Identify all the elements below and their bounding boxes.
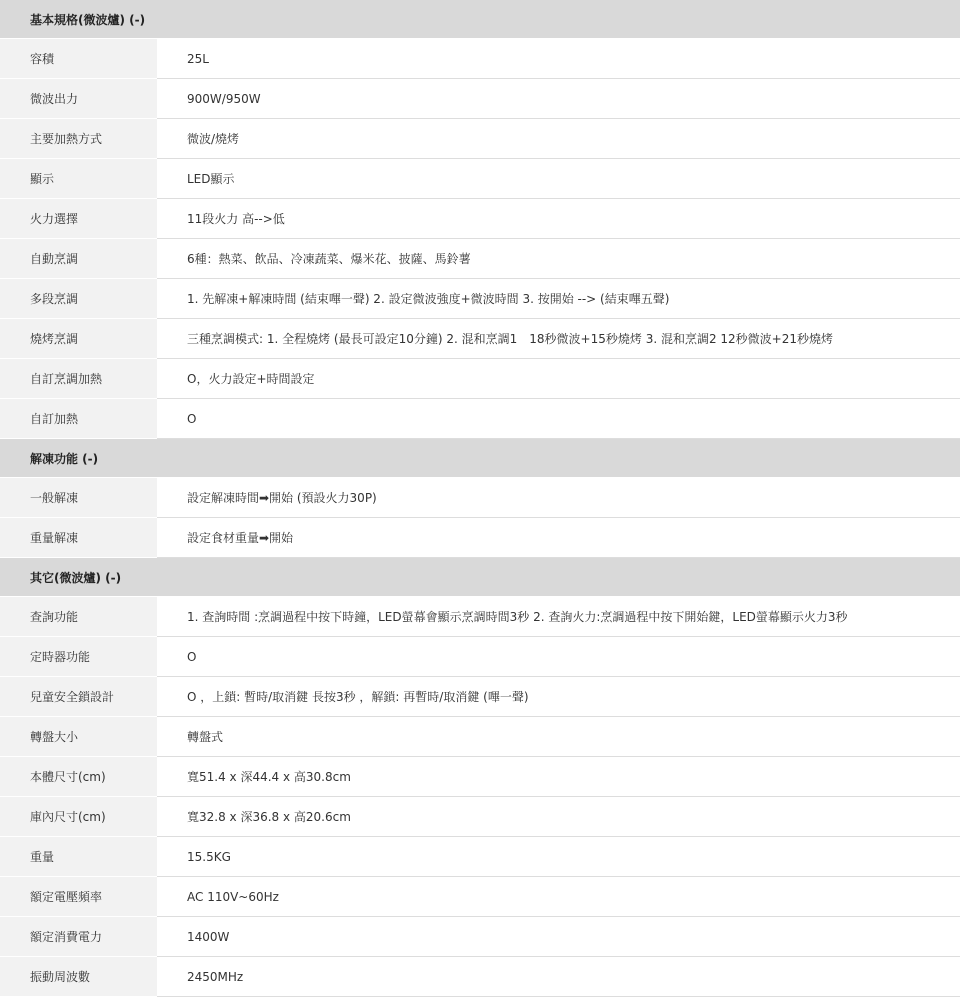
spec-value: 900W/950W [157, 79, 960, 119]
spec-value: LED顯示 [157, 159, 960, 199]
spec-row [0, 119, 960, 159]
spec-label: 自訂加熱 [0, 399, 157, 439]
spec-value: 11段火力 高-->低 [157, 199, 960, 239]
spec-value: 寬51.4 x 深44.4 x 高30.8cm [157, 757, 960, 797]
spec-row [0, 917, 960, 957]
spec-row [0, 199, 960, 239]
spec-label: 振動周波數 [0, 957, 157, 997]
spec-label: 容積 [0, 39, 157, 79]
spec-value: 1. 先解凍+解凍時間 (結束嗶一聲) 2. 設定微波強度+微波時間 3. 按開始 --> (結束嗶五聲) [157, 279, 960, 319]
spec-label: 查詢功能 [0, 597, 157, 637]
spec-label: 多段烹調 [0, 279, 157, 319]
spec-label: 額定消費電力 [0, 917, 157, 957]
spec-row [0, 797, 960, 837]
spec-value: AC 110V~60Hz [157, 877, 960, 917]
spec-value: O ，上鎖: 暫時/取消鍵 長按3秒 ，解鎖: 再暫時/取消鍵 (嗶一聲) [157, 677, 960, 717]
spec-row [0, 79, 960, 119]
spec-label: 主要加熱方式 [0, 119, 157, 159]
spec-row [0, 319, 960, 359]
spec-value: O [157, 637, 960, 677]
spec-row [0, 39, 960, 79]
spec-value: 三種烹調模式: 1. 全程燒烤 (最長可設定10分鐘) 2. 混和烹調1 18秒微波+15秒燒烤 3. 混和烹調2 12秒微波+21秒燒烤 [157, 319, 960, 359]
spec-row [0, 757, 960, 797]
spec-label: 定時器功能 [0, 637, 157, 677]
spec-label: 重量 [0, 837, 157, 877]
spec-row [0, 597, 960, 637]
spec-row [0, 518, 960, 558]
spec-value: 轉盤式 [157, 717, 960, 757]
spec-row [0, 957, 960, 997]
spec-value: 寬32.8 x 深36.8 x 高20.6cm [157, 797, 960, 837]
spec-value: 設定解凍時間➡開始 (預設火力30P) [157, 478, 960, 518]
spec-value: 15.5KG [157, 837, 960, 877]
spec-value: 1. 查詢時間 :烹調過程中按下時鐘，LED螢幕會顯示烹調時間3秒 2. 查詢火力:烹調過程中按下開始鍵，LED螢幕顯示火力3秒 [157, 597, 960, 637]
spec-label: 兒童安全鎖設計 [0, 677, 157, 717]
spec-value: 25L [157, 39, 960, 79]
section-header[interactable]: 解凍功能 (-) [0, 439, 960, 478]
spec-value: O [157, 399, 960, 439]
spec-label: 自動烹調 [0, 239, 157, 279]
spec-label: 火力選擇 [0, 199, 157, 239]
spec-row [0, 877, 960, 917]
spec-row [0, 717, 960, 757]
spec-value: 2450MHz [157, 957, 960, 997]
spec-row [0, 239, 960, 279]
spec-row [0, 399, 960, 439]
spec-label: 轉盤大小 [0, 717, 157, 757]
spec-value: 6種：熱菜、飲品、冷凍蔬菜、爆米花、披薩、馬鈴薯 [157, 239, 960, 279]
spec-row [0, 837, 960, 877]
spec-value: 1400W [157, 917, 960, 957]
spec-label: 微波出力 [0, 79, 157, 119]
spec-value: 設定食材重量➡開始 [157, 518, 960, 558]
spec-value: O，火力設定+時間設定 [157, 359, 960, 399]
spec-row [0, 677, 960, 717]
section-header[interactable]: 基本規格(微波爐) (-) [0, 0, 960, 39]
spec-row [0, 279, 960, 319]
spec-label: 一般解凍 [0, 478, 157, 518]
section-header[interactable]: 其它(微波爐) (-) [0, 558, 960, 597]
spec-row [0, 159, 960, 199]
spec-value: 微波/燒烤 [157, 119, 960, 159]
spec-label: 額定電壓頻率 [0, 877, 157, 917]
spec-row [0, 478, 960, 518]
spec-label: 顯示 [0, 159, 157, 199]
spec-label: 庫內尺寸(cm) [0, 797, 157, 837]
spec-label: 重量解凍 [0, 518, 157, 558]
spec-label: 燒烤烹調 [0, 319, 157, 359]
spec-row [0, 359, 960, 399]
spec-label: 自訂烹調加熱 [0, 359, 157, 399]
spec-row [0, 637, 960, 677]
spec-label: 本體尺寸(cm) [0, 757, 157, 797]
